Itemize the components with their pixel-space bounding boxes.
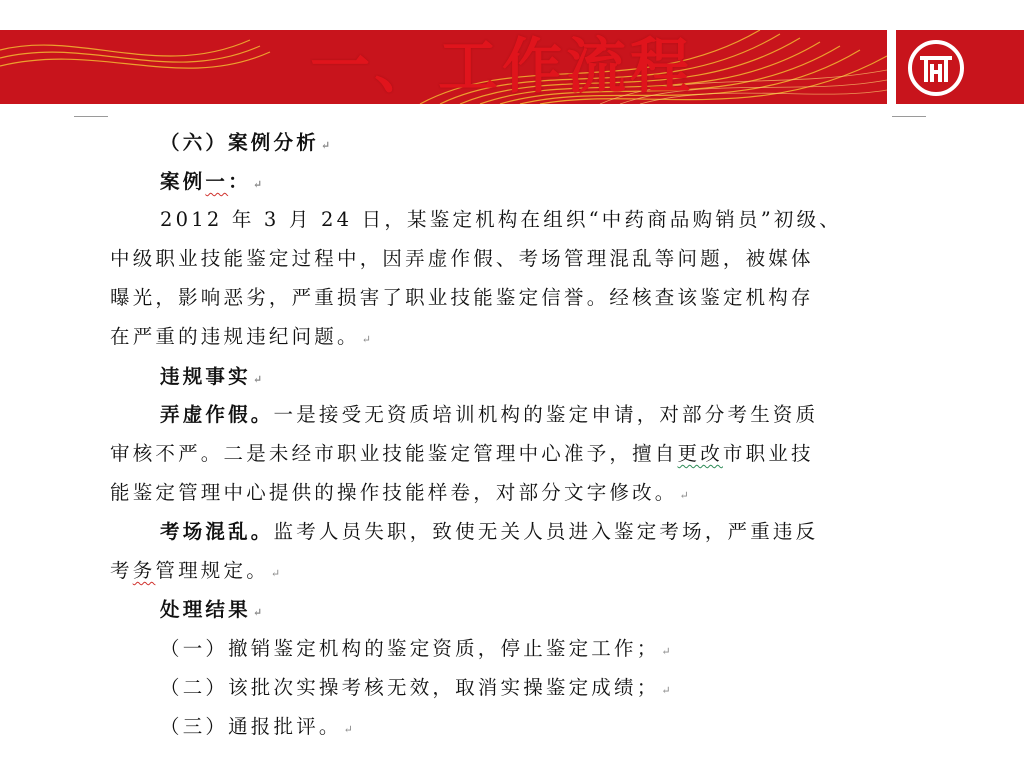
chaos-line-2: 考务管理规定。 ↵ (110, 559, 281, 582)
intro-line-4: 在严重的违规违纪问题。 ↵ (110, 325, 371, 348)
fraud-line-3: 能鉴定管理中心提供的操作技能样卷，对部分文字修改。 ↵ (110, 481, 689, 504)
fraud-line-1: 弄虚作假。一是接受无资质培训机构的鉴定申请，对部分考生资质 (160, 403, 819, 426)
slide-title: 一、工作流程 (310, 32, 694, 102)
result-item-2: （二）该批次实操考核无效，取消实操鉴定成绩； ↵ (160, 676, 671, 699)
fraud-line-2: 审核不严。二是未经市职业技能鉴定管理中心准予，擅自更改市职业技 (110, 442, 814, 465)
chaos-line-1: 考场混乱。监考人员失职，致使无关人员进入鉴定考场，严重违反 (160, 520, 819, 543)
intro-line-2: 中级职业技能鉴定过程中，因弄虚作假、考场管理混乱等问题，被媒体 (110, 247, 814, 270)
result-heading: 处理结果 ↵ (160, 598, 263, 621)
result-item-3: （三）通报批评。 ↵ (160, 715, 353, 738)
intro-line-1: 2012 年 3 月 24 日，某鉴定机构在组织“中药商品购销员”初级、 (160, 208, 842, 231)
facts-heading: 违规事实 ↵ (160, 365, 263, 388)
section-heading: （六）案例分析 ↵ (160, 131, 331, 154)
intro-line-3: 曝光，影响恶劣，严重损害了职业技能鉴定信誉。经核查该鉴定机构存 (110, 286, 814, 309)
case-label: 案例一： ↵ (160, 170, 263, 193)
result-item-1: （一）撤销鉴定机构的鉴定资质，停止鉴定工作； ↵ (160, 637, 671, 660)
